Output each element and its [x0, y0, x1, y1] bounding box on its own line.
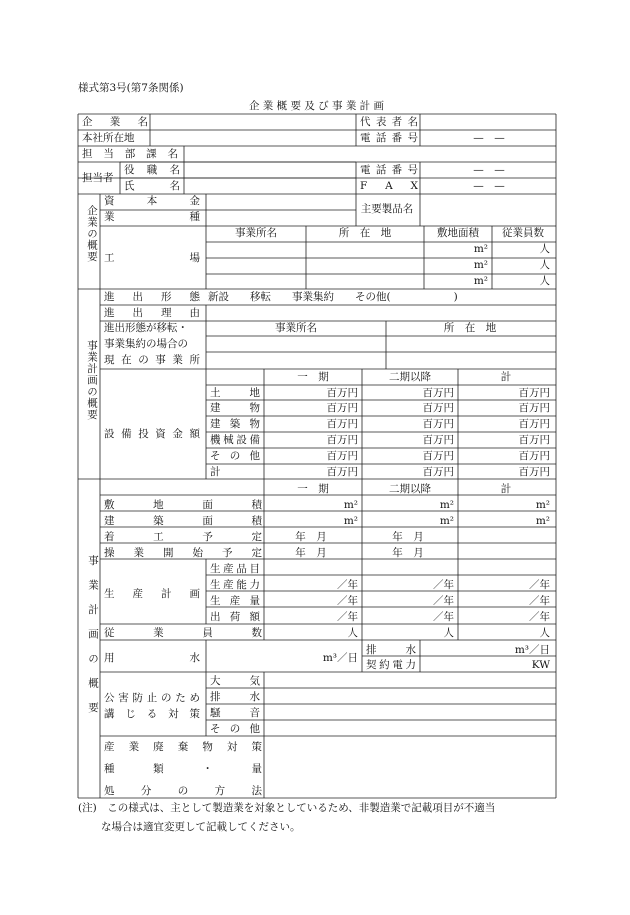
waste-label-3: 処 分 の 方 法: [104, 785, 262, 797]
employees-label: 従 業 員 数: [104, 627, 262, 639]
area-unit: m²: [473, 243, 488, 255]
row-unit: m²: [343, 515, 358, 527]
row-unit: 人: [539, 627, 550, 639]
area-unit: m²: [473, 259, 488, 271]
million-yen-unit: 百万円: [326, 418, 358, 430]
million-yen-unit: 百万円: [518, 418, 550, 430]
per-year-unit: ／年: [529, 595, 550, 607]
million-yen-unit: 百万円: [326, 434, 358, 446]
row-unit: m²: [535, 499, 550, 511]
production-plan-label: 生 産 計 画: [104, 588, 200, 600]
million-yen-unit: 百万円: [422, 402, 454, 414]
title-label: 役 職 名: [124, 164, 180, 176]
current-office-label-2: 事業集約の場合の: [104, 338, 188, 350]
site-area-label: 敷 地 面 積: [104, 499, 262, 511]
pollution-item-label: 大 気: [210, 675, 260, 687]
waste-label-2: 種 類 ・ 量: [104, 763, 262, 775]
col-employees: 従業員数: [502, 227, 544, 239]
drainage-label: 排 水: [366, 644, 416, 656]
million-yen-unit: 百万円: [518, 387, 550, 399]
per-year-unit: ／年: [433, 579, 454, 591]
fax-label: F A X: [360, 180, 418, 192]
period2-col: 二期以降: [389, 371, 431, 383]
form-options: 新設 移転 事業集約 その他( ): [208, 291, 458, 303]
production-item-label: 生 産 量: [210, 595, 260, 607]
million-yen-unit: 百万円: [326, 450, 358, 462]
employees-unit: 人: [539, 275, 550, 287]
million-yen-unit: 百万円: [326, 402, 358, 414]
start-operation-label: 操 業 開 始 予 定: [104, 547, 262, 559]
investment-label: 設 備 投 資 金 額: [104, 428, 200, 440]
per-year-unit: ／年: [529, 611, 550, 623]
form-label: 進 出 形 態: [104, 291, 200, 303]
note-line-2: な場合は適宜変更して記載してください。: [101, 821, 301, 833]
d-period1-col: 一 期: [297, 483, 329, 495]
production-item-label: 生産品目: [210, 563, 260, 575]
form-number: 様式第3号(第7条関係): [78, 82, 184, 94]
million-yen-unit: 百万円: [422, 450, 454, 462]
industry-label: 業 種: [104, 211, 200, 223]
current-office-label-3: 現 在 の 事 業 所: [104, 354, 200, 366]
investment-item-label: 計: [210, 466, 221, 478]
drainage-unit: m³／日: [514, 644, 550, 656]
company-name-label: 企 業 名: [82, 116, 148, 128]
row-unit: m²: [439, 499, 454, 511]
d-period2-col: 二期以降: [389, 483, 431, 495]
person-label: 担当者: [82, 172, 114, 184]
row-unit: m²: [535, 515, 550, 527]
row-unit: 人: [443, 627, 454, 639]
power-label: 契約電力: [366, 659, 416, 671]
reason-label: 進 出 理 由: [104, 307, 200, 319]
factory-label: 工 場: [104, 252, 200, 264]
row-unit: 年 月: [295, 531, 327, 543]
per-year-unit: ／年: [337, 595, 358, 607]
total-col: 計: [500, 371, 512, 383]
head-office-label: 本社所在地: [82, 132, 135, 144]
investment-item-label: 建 物: [210, 402, 260, 414]
million-yen-unit: 百万円: [422, 466, 454, 478]
million-yen-unit: 百万円: [518, 434, 550, 446]
power-unit: KW: [531, 659, 550, 671]
period1-col: 一 期: [297, 371, 329, 383]
phone-dash: — —: [473, 132, 505, 144]
per-year-unit: ／年: [433, 611, 454, 623]
million-yen-unit: 百万円: [326, 387, 358, 399]
overview-section-label: 企業の概要: [86, 205, 98, 263]
phone2-label: 電 話 番 号: [360, 164, 418, 176]
capital-label: 資 本 金: [104, 195, 200, 207]
pollution-label-2: 講 じ る 対 策: [104, 708, 200, 720]
col-area: 敷地面積: [437, 227, 479, 239]
investment-item-label: そ の 他: [210, 450, 260, 462]
area-unit: m²: [473, 275, 488, 287]
water-unit: m³／日: [322, 652, 358, 664]
million-yen-unit: 百万円: [518, 450, 550, 462]
current-office-label-1: 進出形態が移転・: [104, 322, 188, 334]
production-item-label: 出 荷 額: [210, 611, 260, 623]
row-unit: m²: [343, 499, 358, 511]
location-col: 所 在 地: [443, 322, 497, 334]
million-yen-unit: 百万円: [422, 434, 454, 446]
million-yen-unit: 百万円: [518, 402, 550, 414]
products-label: 主要製品名: [360, 203, 414, 215]
pollution-label-1: 公害防止のため: [104, 692, 200, 704]
pollution-item-label: 排 水: [210, 691, 260, 703]
d-total-col: 計: [500, 483, 512, 495]
employees-unit: 人: [539, 259, 550, 271]
office-col: 事業所名: [275, 322, 317, 334]
water-label: 用 水: [104, 652, 200, 664]
col-location: 所 在 地: [338, 227, 392, 239]
row-unit: 年 月: [392, 531, 424, 543]
million-yen-unit: 百万円: [422, 387, 454, 399]
investment-item-label: 機械設備: [210, 434, 260, 446]
representative-label: 代 表 者 名: [360, 116, 418, 128]
phone-label: 電 話 番 号: [360, 132, 418, 144]
name-label: 氏 名: [124, 180, 180, 192]
page-title: 企 業 概 要 及 び 事 業 計 画: [248, 100, 385, 112]
details-section-label: 事業計画の概要: [87, 555, 99, 727]
per-year-unit: ／年: [433, 595, 454, 607]
per-year-unit: ／年: [337, 611, 358, 623]
per-year-unit: ／年: [529, 579, 550, 591]
phone2-dash: — —: [473, 164, 505, 176]
row-unit: 年 月: [392, 547, 424, 559]
employees-unit: 人: [539, 243, 550, 255]
start-construction-label: 着 工 予 定: [104, 531, 262, 543]
fax-dash: — —: [473, 180, 505, 192]
row-unit: m²: [439, 515, 454, 527]
pollution-item-label: 騒 音: [210, 707, 260, 719]
row-unit: 年 月: [295, 547, 327, 559]
waste-label-1: 産 業 廃 棄 物 対 策: [104, 741, 262, 753]
building-area-label: 建 築 面 積: [104, 515, 262, 527]
million-yen-unit: 百万円: [518, 466, 550, 478]
note-line-1: (注) この様式は、主として製造業を対象としているため、非製造業で記載項目が不適当: [78, 802, 496, 814]
million-yen-unit: 百万円: [326, 466, 358, 478]
investment-item-label: 建 築 物: [210, 418, 260, 430]
pollution-item-label: そ の 他: [210, 723, 260, 735]
investment-item-label: 土 地: [210, 387, 260, 399]
dept-label: 担 当 部 課 名: [82, 148, 178, 160]
col-office: 事業所名: [235, 227, 277, 239]
per-year-unit: ／年: [337, 579, 358, 591]
row-unit: 人: [347, 627, 358, 639]
million-yen-unit: 百万円: [422, 418, 454, 430]
production-item-label: 生産能力: [210, 579, 260, 591]
plan-section-label: 事業計画の概要: [86, 340, 98, 421]
